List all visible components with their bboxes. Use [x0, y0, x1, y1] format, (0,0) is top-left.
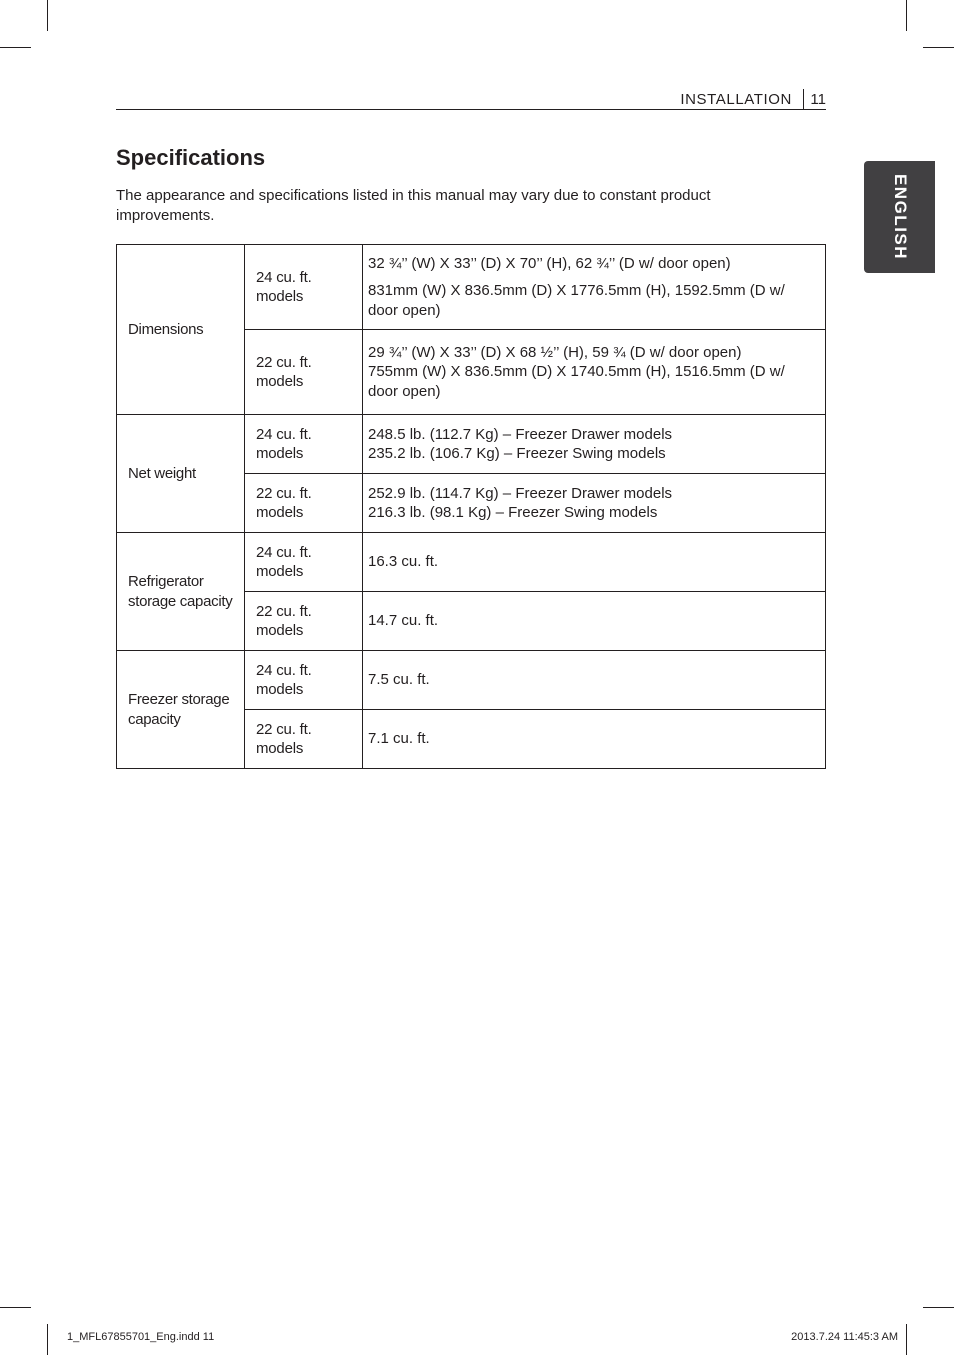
crop-mark	[923, 47, 954, 48]
language-tab-label: ENGLISH	[890, 173, 910, 261]
running-header	[116, 89, 826, 110]
header-divider	[803, 89, 804, 109]
category-cell: Dimensions	[117, 245, 245, 415]
model-cell: 22 cu. ft. models	[245, 330, 363, 415]
value-cell	[363, 245, 826, 330]
category-cell: Net weight	[117, 415, 245, 533]
crop-mark	[906, 0, 907, 31]
value-line: 16.3 cu. ft.	[368, 553, 439, 571]
footer-timestamp: 2013.7.24 11:45:3 AM	[791, 1331, 898, 1343]
category-cell: Freezer storage capacity	[117, 651, 245, 769]
value-cell	[363, 533, 826, 592]
category-cell: Refrigerator storage capacity	[117, 533, 245, 651]
value-line: 7.1 cu. ft.	[368, 730, 430, 748]
value-line: 7.5 cu. ft.	[368, 671, 430, 689]
table-row	[117, 651, 826, 710]
footer-file-name: 1_MFL67855701_Eng.indd 11	[67, 1331, 215, 1343]
value-line: 14.7 cu. ft.	[368, 612, 439, 630]
value-line: 29 ¾’’ (W) X 33’’ (D) X 68 ½’’ (H), 59 ¾ (D w/ door open)	[368, 343, 742, 361]
crop-mark	[47, 0, 48, 31]
page-number: 11	[810, 91, 826, 108]
value-cell	[363, 330, 826, 415]
crop-mark	[0, 1307, 31, 1308]
crop-mark	[47, 1324, 48, 1355]
page-title: Specifications	[116, 145, 266, 170]
value-line: 831mm (W) X 836.5mm (D) X 1776.5mm (H), 1592.5mm (D w/ door open)	[368, 282, 785, 319]
crop-mark	[0, 47, 31, 48]
header-section-label: INSTALLATION	[680, 91, 792, 108]
crop-mark	[923, 1307, 954, 1308]
table-row	[117, 245, 826, 330]
value-cell	[363, 710, 826, 769]
value-cell	[363, 592, 826, 651]
model-cell: 24 cu. ft. models	[245, 415, 363, 474]
value-cell	[363, 415, 826, 474]
intro-paragraph: The appearance and specifications listed in this manual may vary due to constant product improvements.	[116, 187, 711, 224]
table-row	[117, 415, 826, 474]
table-row	[117, 533, 826, 592]
model-cell: 24 cu. ft. models	[245, 651, 363, 710]
value-line: 235.2 lb. (106.7 Kg) – Freezer Swing models	[368, 445, 666, 462]
language-tab	[864, 161, 935, 273]
model-cell: 22 cu. ft. models	[245, 474, 363, 533]
value-line: 248.5 lb. (112.7 Kg) – Freezer Drawer models	[368, 425, 673, 443]
model-cell: 22 cu. ft. models	[245, 710, 363, 769]
value-line: 252.9 lb. (114.7 Kg) – Freezer Drawer models	[368, 484, 673, 502]
value-cell	[363, 474, 826, 533]
value-line: 216.3 lb. (98.1 Kg) – Freezer Swing models	[368, 504, 658, 521]
specifications-table	[116, 244, 826, 769]
value-cell	[363, 651, 826, 710]
value-line: 755mm (W) X 836.5mm (D) X 1740.5mm (H), 1516.5mm (D w/ door open)	[368, 363, 785, 400]
model-cell: 24 cu. ft. models	[245, 533, 363, 592]
crop-mark	[906, 1324, 907, 1355]
model-cell: 22 cu. ft. models	[245, 592, 363, 651]
value-line: 32 ¾’’ (W) X 33’’ (D) X 70’’ (H), 62 ¾’’ (D w/ door open)	[368, 254, 731, 272]
model-cell: 24 cu. ft. models	[245, 245, 363, 330]
